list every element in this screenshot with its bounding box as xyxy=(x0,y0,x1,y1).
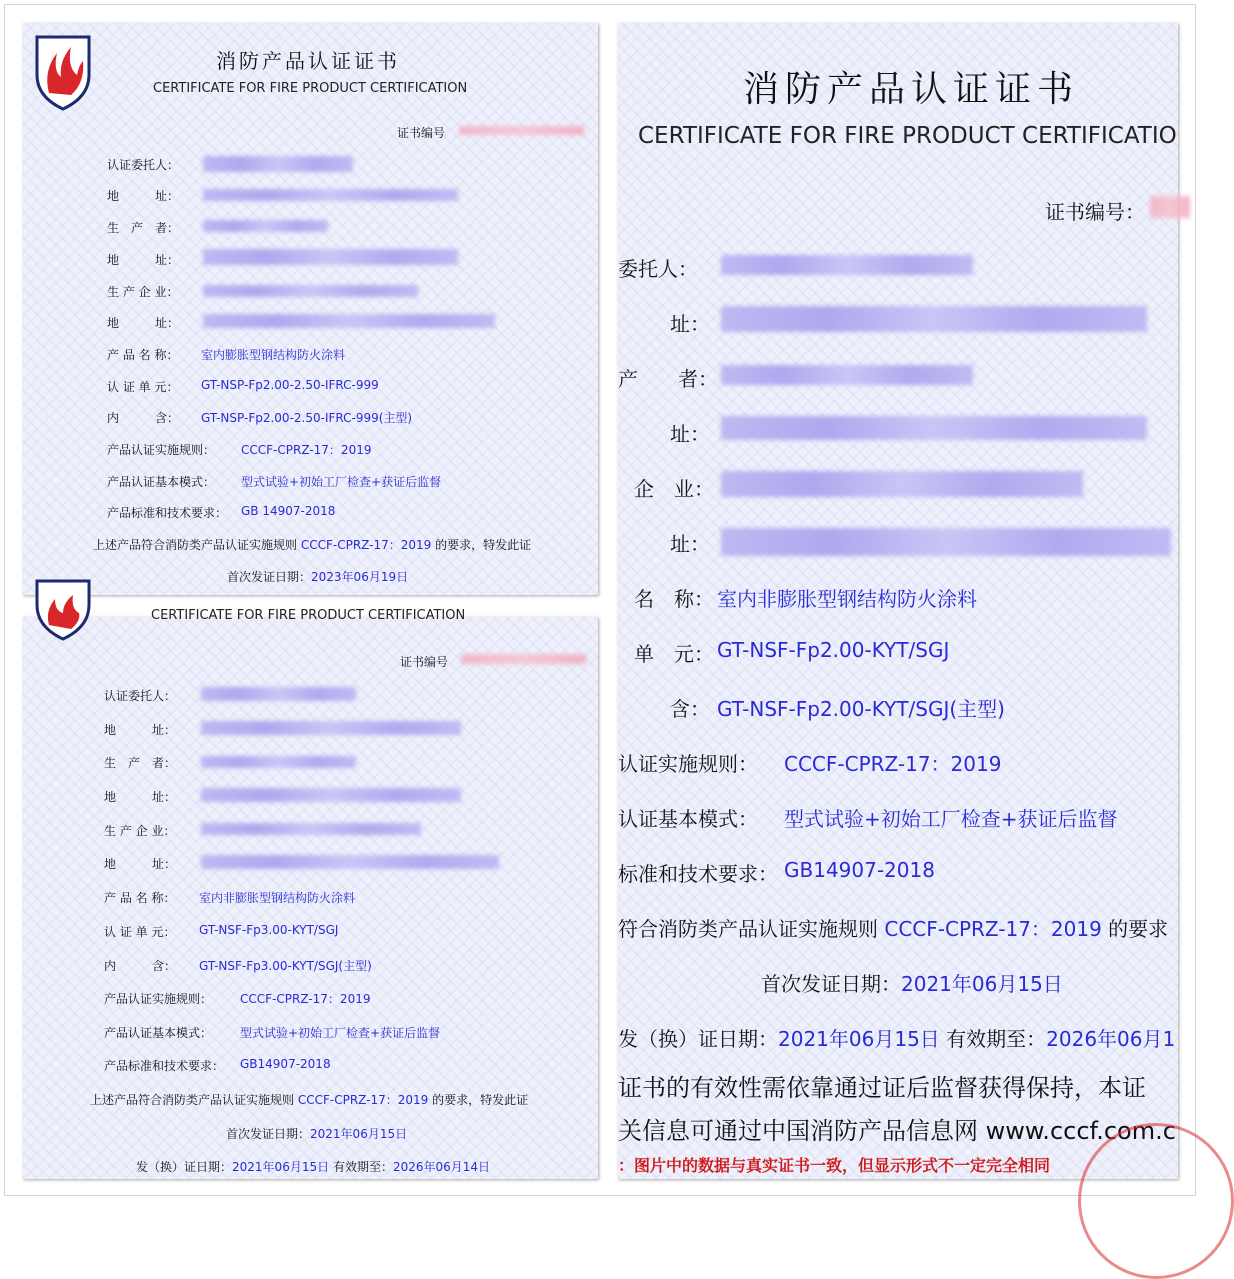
first-date-label: 首次发证日期： xyxy=(761,972,901,996)
valid-until-label: 有效期至： xyxy=(332,1160,393,1174)
field-label: 地 址： xyxy=(104,857,177,871)
statement-text xyxy=(618,913,1168,942)
redacted-value xyxy=(203,314,495,328)
certificate-right-zoomed xyxy=(618,23,1178,1179)
redacted-value xyxy=(203,249,458,265)
redacted-value xyxy=(721,306,1147,332)
field-label: 产 者： xyxy=(618,367,718,391)
statement-suffix: 的要求 xyxy=(1108,917,1169,941)
field-label: 地 址： xyxy=(107,189,180,203)
field-label: 生 产 者： xyxy=(104,756,177,770)
certificate-title-cn: 消防产品认证证书 xyxy=(216,49,400,73)
field-label: 认证实施规则： xyxy=(618,752,758,776)
issue-date-label: 发（换）证日期： xyxy=(618,1027,778,1051)
first-date xyxy=(227,568,408,585)
field-label: 生 产 企 业： xyxy=(107,285,179,299)
validity-notice: 证书的有效性需依靠通过证后监督获得保持，本证 xyxy=(618,1074,1146,1102)
redacted-value xyxy=(203,285,418,297)
statement-prefix: 符合消防类产品认证实施规则 xyxy=(618,917,878,941)
statement-prefix: 上述产品符合消防类产品认证实施规则 xyxy=(90,1093,295,1107)
field-label: 名 称： xyxy=(634,587,714,611)
issue-date-value: 2021年06月15日 xyxy=(232,1160,330,1174)
field-label: 址： xyxy=(670,422,710,446)
certificate-title-en: CERTIFICATE FOR FIRE PRODUCT CERTIFICATION xyxy=(151,608,466,623)
field-label: 址： xyxy=(670,532,710,556)
product-name-value: 室内非膨胀型钢结构防火涂料 xyxy=(199,891,356,905)
field-label: 内 含： xyxy=(104,959,177,973)
first-date xyxy=(226,1125,407,1142)
certificate-title-cn: 消防产品认证证书 xyxy=(743,69,1080,110)
standard-value: GB 14907-2018 xyxy=(241,504,336,518)
field-label: 产品认证基本模式： xyxy=(107,475,216,489)
first-date-label: 首次发证日期： xyxy=(226,1127,311,1141)
field-label: 含： xyxy=(670,697,710,721)
field-label: 产 品 名 称： xyxy=(104,891,176,905)
cert-number-label: 证书编号 xyxy=(397,126,446,140)
certificate-title-en: CERTIFICATE FOR FIRE PRODUCT CERTIFICATIO xyxy=(638,123,1177,149)
field-label: 企 业： xyxy=(634,477,714,501)
field-label: 地 址： xyxy=(104,723,177,737)
certificate-title-en: CERTIFICATE FOR FIRE PRODUCT CERTIFICATION xyxy=(153,81,468,96)
redacted-value xyxy=(201,721,461,735)
redacted-value xyxy=(721,365,973,385)
field-label: 生 产 者： xyxy=(107,221,180,235)
cert-number-redacted xyxy=(461,654,586,664)
field-label: 产品认证实施规则： xyxy=(104,992,213,1006)
mode-value: 型式试验+初始工厂检查+获证后监督 xyxy=(240,1026,441,1040)
redacted-value xyxy=(201,687,356,701)
field-label: 地 址： xyxy=(104,790,177,804)
statement-prefix: 上述产品符合消防类产品认证实施规则 xyxy=(93,538,298,552)
redacted-value xyxy=(201,756,356,768)
issue-valid-line xyxy=(136,1158,490,1175)
certificate-bottom-left xyxy=(23,608,598,1179)
redacted-value xyxy=(721,255,973,275)
fire-shield-logo-icon xyxy=(31,591,95,641)
field-label: 产品标准和技术要求： xyxy=(107,506,228,520)
statement-text xyxy=(93,536,531,553)
field-label: 生 产 企 业： xyxy=(104,824,176,838)
field-label: 认 证 单 元： xyxy=(107,380,179,394)
field-label: 产品认证实施规则： xyxy=(107,443,216,457)
field-label: 认证基本模式： xyxy=(618,807,758,831)
issue-date-value: 2021年06月15日 xyxy=(778,1027,940,1051)
statement-rule: CCCF-CPRZ-17：2019 xyxy=(300,538,432,552)
valid-until-value: 2026年06月14日 xyxy=(392,1160,491,1174)
contains-value: GT-NSF-Fp2.00-KYT/SGJ(主型) xyxy=(717,697,1005,721)
issue-valid-line xyxy=(618,1023,1175,1052)
redacted-value xyxy=(201,788,461,802)
first-date-value: 2021年06月15日 xyxy=(901,972,1063,996)
cert-number-redacted xyxy=(459,126,584,135)
redacted-value xyxy=(721,471,1083,497)
cert-unit-value: GT-NSF-Fp2.00-KYT/SGJ xyxy=(717,638,950,662)
certificate-top-left xyxy=(23,23,598,595)
field-label: 产品认证基本模式： xyxy=(104,1026,213,1040)
contains-value: GT-NSP-Fp2.00-2.50-IFRC-999(主型) xyxy=(201,411,413,425)
field-label: 址： xyxy=(670,312,710,336)
red-seal-stamp xyxy=(1078,1123,1234,1279)
field-label: 地 址： xyxy=(107,316,180,330)
statement-rule: CCCF-CPRZ-17：2019 xyxy=(884,917,1102,941)
first-date xyxy=(761,968,1063,997)
mode-value: 型式试验+初始工厂检查+获证后监督 xyxy=(241,475,442,489)
standard-value: GB14907-2018 xyxy=(240,1057,331,1071)
valid-until-value: 2026年06月1 xyxy=(1046,1027,1176,1051)
cert-number-redacted xyxy=(1150,196,1190,218)
field-label: 认 证 单 元： xyxy=(104,925,176,939)
statement-suffix: 的要求，特发此证 xyxy=(435,538,532,552)
first-date-value: 2023年06月19日 xyxy=(311,570,409,584)
redacted-value xyxy=(721,416,1147,440)
field-label: 认证委托人： xyxy=(107,158,180,172)
rule-value: CCCF-CPRZ-17：2019 xyxy=(784,752,1002,776)
product-name-value: 室内非膨胀型钢结构防火涂料 xyxy=(717,587,977,611)
cert-unit-value: GT-NSP-Fp2.00-2.50-IFRC-999 xyxy=(201,378,379,392)
field-label: 单 元： xyxy=(634,642,714,666)
first-date-value: 2021年06月15日 xyxy=(310,1127,408,1141)
fire-shield-logo-icon xyxy=(31,31,95,111)
redacted-value xyxy=(201,823,421,835)
mode-value: 型式试验+初始工厂检查+获证后监督 xyxy=(784,807,1118,831)
field-label: 产 品 名 称： xyxy=(107,348,179,362)
field-label: 委托人： xyxy=(618,257,698,281)
standard-value: GB14907-2018 xyxy=(784,858,935,882)
cert-number-label: 证书编号 xyxy=(400,655,449,669)
redacted-value xyxy=(203,189,458,201)
first-date-label: 首次发证日期： xyxy=(227,570,312,584)
product-name-value: 室内膨胀型钢结构防火涂料 xyxy=(201,348,346,362)
disclaimer-note: ：图片中的数据与真实证书一致，但显示形式不一定完全相同 xyxy=(618,1156,1051,1175)
redacted-value xyxy=(201,855,499,869)
issue-date-label: 发（换）证日期： xyxy=(136,1160,233,1174)
valid-until-label: 有效期至： xyxy=(946,1027,1047,1051)
field-label: 内 含： xyxy=(107,411,180,425)
field-label: 认证委托人： xyxy=(104,689,177,703)
info-site-notice: 关信息可通过中国消防产品信息网 www.cccf.com.c xyxy=(618,1117,1176,1145)
statement-text xyxy=(90,1091,528,1108)
redacted-value xyxy=(203,220,328,232)
rule-value: CCCF-CPRZ-17：2019 xyxy=(240,992,371,1006)
rule-value: CCCF-CPRZ-17：2019 xyxy=(241,443,372,457)
redacted-value xyxy=(721,528,1171,556)
cert-number-label: 证书编号： xyxy=(1045,200,1145,224)
field-label: 产品标准和技术要求： xyxy=(104,1059,225,1073)
contains-value: GT-NSF-Fp3.00-KYT/SGJ(主型) xyxy=(199,959,372,973)
statement-rule: CCCF-CPRZ-17：2019 xyxy=(297,1093,429,1107)
redacted-value xyxy=(203,156,353,172)
field-label: 地 址： xyxy=(107,253,180,267)
field-label: 标准和技术要求： xyxy=(618,862,778,886)
statement-suffix: 的要求，特发此证 xyxy=(432,1093,529,1107)
cert-unit-value: GT-NSF-Fp3.00-KYT/SGJ xyxy=(199,923,339,937)
